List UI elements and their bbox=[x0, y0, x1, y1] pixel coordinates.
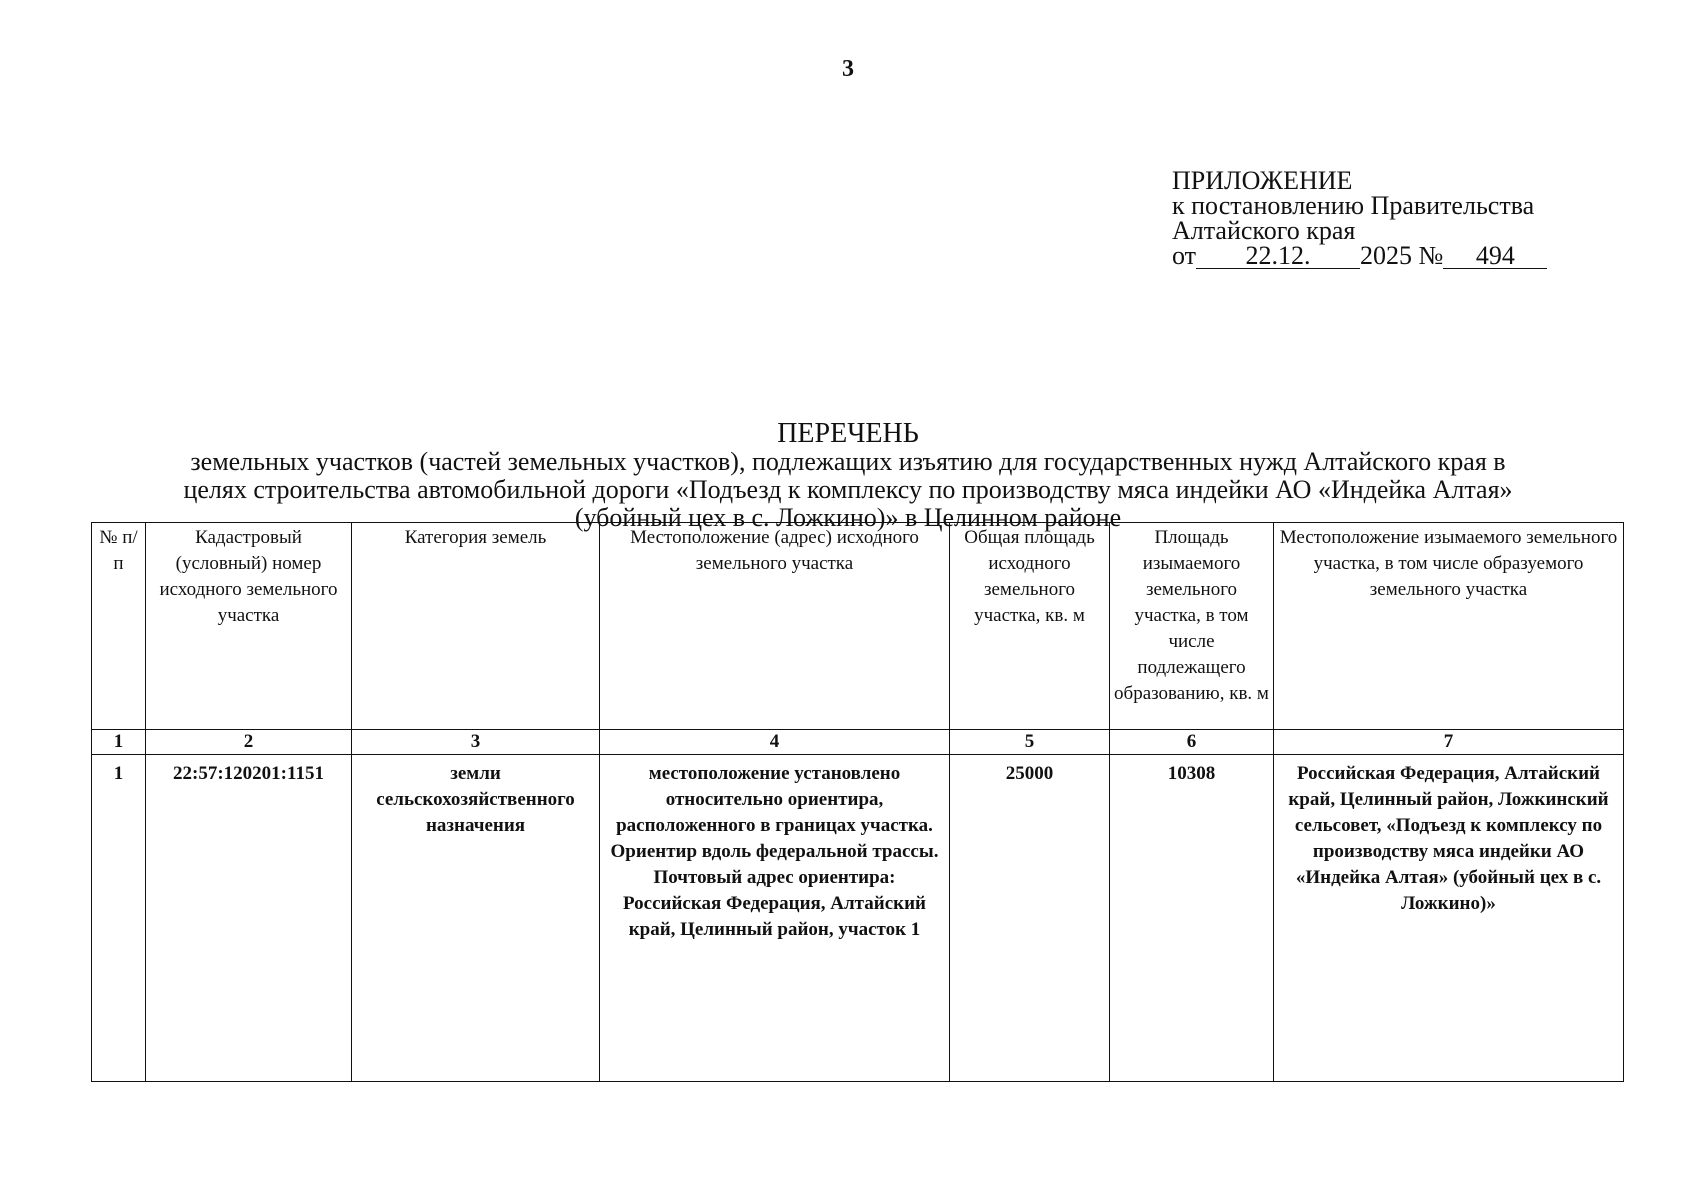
total-area: 25000 bbox=[950, 755, 1110, 1082]
document-subtitle bbox=[100, 448, 1596, 532]
row-index: 1 bbox=[92, 755, 146, 1082]
appendix-heading: ПРИЛОЖЕНИЕ bbox=[1172, 166, 1353, 195]
seized-area: 10308 bbox=[1110, 755, 1274, 1082]
appendix-block bbox=[1172, 168, 1547, 269]
year-label: 2025 № bbox=[1360, 241, 1444, 270]
seized-location: Российская Федерация, Алтайский край, Целинный район, Ложкинский сельсовет, «Подъезд к комплексу по производству мяса индейки АО «Индейка Алтая» (убойный цех в с. Ложкино)» bbox=[1274, 755, 1624, 1082]
original-location: местоположение установлено относительно ориентира, расположенного в границах участка. Ориентир вдоль федеральной трассы. Почтовый адрес ориентира: Российская Федерация, Алтайский край, Целинный район, участок 1 bbox=[600, 755, 950, 1082]
header-land-category: Категория земель bbox=[352, 523, 600, 730]
land-category: земли сельскохозяйственного назначения bbox=[352, 755, 600, 1082]
column-number: 4 bbox=[600, 730, 950, 755]
subtitle-line-3: (убойный цех в с. Ложкино)» в Целинном районе bbox=[574, 503, 1122, 532]
subtitle-line-1: земельных участков (частей земельных участков), подлежащих изъятию для государственных нужд Алтайского края в bbox=[190, 447, 1506, 476]
header-seized-location: Местоположение изымаемого земельного участка, в том числе образуемого земельного участка bbox=[1274, 523, 1624, 730]
header-cadastral-number: Кадастровый (условный) номер исходного земельного участка bbox=[146, 523, 352, 730]
header-index: № п/п bbox=[92, 523, 146, 730]
column-number: 7 bbox=[1274, 730, 1624, 755]
header-original-location: Местоположение (адрес) исходного земельного участка bbox=[600, 523, 950, 730]
date-prefix: от bbox=[1172, 241, 1197, 270]
cadastral-number: 22:57:120201:1151 bbox=[146, 755, 352, 1082]
column-number-row bbox=[92, 730, 1624, 755]
table-header-row bbox=[92, 523, 1624, 730]
column-number: 2 bbox=[146, 730, 352, 755]
header-total-area: Общая площадь исходного земельного участка, кв. м bbox=[950, 523, 1110, 730]
land-plots-table bbox=[91, 522, 1624, 1082]
document-title: ПЕРЕЧЕНЬ bbox=[777, 418, 919, 449]
column-number: 1 bbox=[92, 730, 146, 755]
page-number: 3 bbox=[842, 56, 854, 82]
document-number: 494 bbox=[1443, 244, 1547, 269]
table-row bbox=[92, 755, 1624, 1082]
date-value: 22.12. bbox=[1196, 244, 1360, 269]
column-number: 5 bbox=[950, 730, 1110, 755]
column-number: 6 bbox=[1110, 730, 1274, 755]
appendix-line-1: к постановлению Правительства bbox=[1172, 191, 1535, 220]
header-seized-area: Площадь изымаемого земельного участка, в том числе подлежащего образованию, кв. м bbox=[1110, 523, 1274, 730]
column-number: 3 bbox=[352, 730, 600, 755]
appendix-date-line bbox=[1172, 243, 1547, 269]
subtitle-line-2: целях строительства автомобильной дороги «Подъезд к комплексу по производству мяса индейки АО «Индейка Алтая» bbox=[183, 475, 1513, 504]
appendix-line-2: Алтайского края bbox=[1172, 216, 1356, 245]
